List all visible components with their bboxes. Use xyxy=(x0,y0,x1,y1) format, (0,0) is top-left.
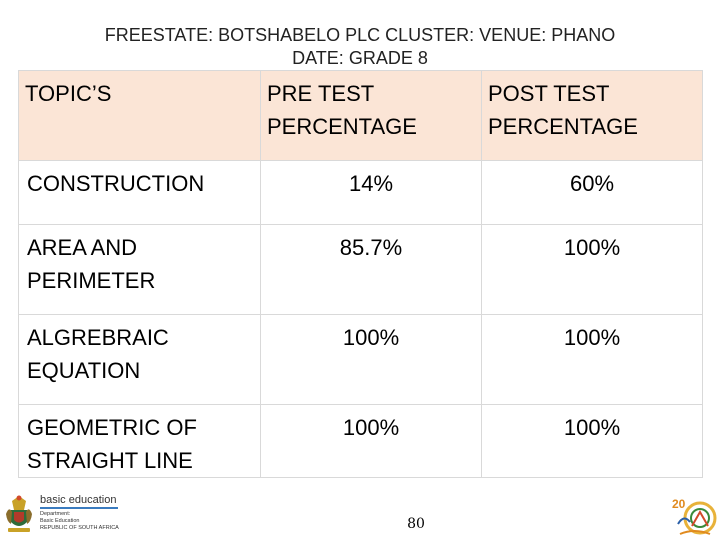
post-test-cell: 100% xyxy=(482,405,703,478)
table-row xyxy=(19,405,703,478)
header-post-line1: POST TEST xyxy=(488,81,610,106)
coat-of-arms-icon xyxy=(2,492,36,538)
logo-line-3: REPUBLIC OF SOUTH AFRICA xyxy=(40,525,119,531)
topic-line1: GEOMETRIC OF xyxy=(27,415,197,440)
basic-education-logo xyxy=(2,492,122,538)
header-topics-line1: TOPIC’S xyxy=(25,81,112,106)
logo-name: basic education xyxy=(40,494,117,506)
logo-line-2: Basic Education xyxy=(40,518,80,524)
logo-divider xyxy=(40,507,118,509)
header-pre-line2: PERCENTAGE xyxy=(267,114,417,139)
table-header-row xyxy=(19,71,703,161)
topic-cell xyxy=(19,161,261,225)
header-post-line2: PERCENTAGE xyxy=(488,114,638,139)
topic-cell xyxy=(19,225,261,315)
anniversary-number: 20 xyxy=(672,497,686,511)
topic-cell xyxy=(19,315,261,405)
pre-test-cell: 100% xyxy=(261,405,482,478)
header-pre-line1: PRE TEST xyxy=(267,81,375,106)
post-test-cell: 100% xyxy=(482,315,703,405)
header-topics xyxy=(19,71,261,161)
anniversary-logo-icon xyxy=(670,494,718,538)
results-table xyxy=(18,70,703,478)
topic-line2: STRAIGHT LINE xyxy=(27,448,193,473)
slide-title xyxy=(0,24,720,70)
topic-line1: AREA AND xyxy=(27,235,138,260)
topic-cell xyxy=(19,405,261,478)
logo-line-1: Department: xyxy=(40,511,71,517)
page-number: 80 xyxy=(407,516,425,532)
topic-line1: CONSTRUCTION xyxy=(27,171,205,196)
header-post-test xyxy=(482,71,703,161)
logo-text-block xyxy=(40,494,122,532)
post-test-cell: 60% xyxy=(482,161,703,225)
topic-line1: ALGREBRAIC xyxy=(27,325,169,350)
pre-test-cell: 14% xyxy=(261,161,482,225)
topic-line2: EQUATION xyxy=(27,358,141,383)
table-row xyxy=(19,315,703,405)
topic-line2: PERIMETER xyxy=(27,268,156,293)
title-line-1: FREESTATE: BOTSHABELO PLC CLUSTER: VENUE: PHANO xyxy=(104,25,616,45)
title-line-2: DATE: GRADE 8 xyxy=(292,48,428,68)
pre-test-cell: 100% xyxy=(261,315,482,405)
table-row xyxy=(19,225,703,315)
pre-test-cell: 85.7% xyxy=(261,225,482,315)
post-test-cell: 100% xyxy=(482,225,703,315)
header-pre-test xyxy=(261,71,482,161)
table-row xyxy=(19,161,703,225)
